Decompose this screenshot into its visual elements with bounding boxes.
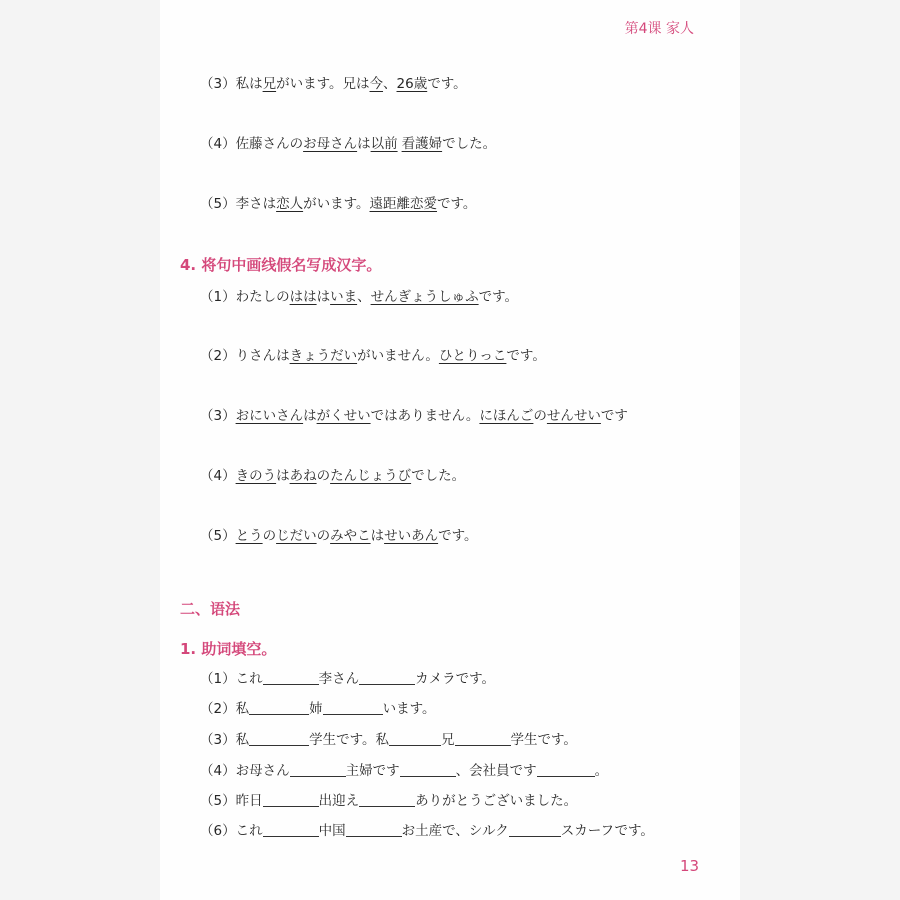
exercise-4-4: （4）きのうはあねのたんじょうびでした。 — [200, 468, 466, 484]
grammar-item-1: （1）これ 李さん カメラです。 — [200, 671, 496, 687]
grammar-sub-heading: 1. 助词填空。 — [180, 640, 277, 658]
grammar-item-3: （3）私 学生です。私 兄 学生です。 — [200, 732, 577, 748]
blank — [249, 731, 309, 746]
exercise-c4: （4）佐藤さんのお母さんは以前 看護婦でした。 — [200, 136, 497, 152]
blank — [455, 731, 511, 746]
blank — [389, 731, 441, 746]
page-number: 13 — [680, 857, 700, 875]
exercise-c5: （5）李さは恋人がいます。遠距離恋愛です。 — [200, 196, 477, 212]
blank — [323, 700, 383, 715]
exercise-4-1: （1）わたしのはははいま、せんぎょうしゅふです。 — [200, 289, 519, 305]
grammar-heading: 二、语法 — [180, 600, 241, 618]
grammar-item-4: （4）お母さん 主婦です 、会社員です 。 — [200, 763, 609, 779]
blank — [359, 670, 415, 685]
blank — [249, 700, 309, 715]
blank — [400, 762, 456, 777]
exercise-4-2: （2）りさんはきょうだいがいません。ひとりっこです。 — [200, 348, 546, 364]
grammar-item-5: （5）昨日 出迎え ありがとうございました。 — [200, 793, 578, 809]
exercise-4-5: （5）とうのじだいのみやこはせいあんです。 — [200, 528, 478, 544]
blank — [346, 822, 402, 837]
exercise-c3: （3）私は兄がいます。兄は今、26歳です。 — [200, 76, 467, 92]
blank — [359, 792, 415, 807]
chapter-header: 第4课 家人 — [624, 21, 694, 37]
section-4-heading: 4. 将句中画线假名写成汉字。 — [180, 256, 382, 274]
blank — [263, 792, 319, 807]
blank — [290, 762, 346, 777]
blank — [509, 822, 561, 837]
grammar-item-6: （6）これ 中国 お土産で、シルク スカーフです。 — [200, 823, 654, 839]
blank — [263, 670, 319, 685]
grammar-item-2: （2）私 姉 います。 — [200, 701, 436, 717]
blank — [263, 822, 319, 837]
blank — [537, 762, 595, 777]
exercise-4-3: （3）おにいさんはがくせいではありません。にほんごのせんせいです — [200, 408, 628, 424]
